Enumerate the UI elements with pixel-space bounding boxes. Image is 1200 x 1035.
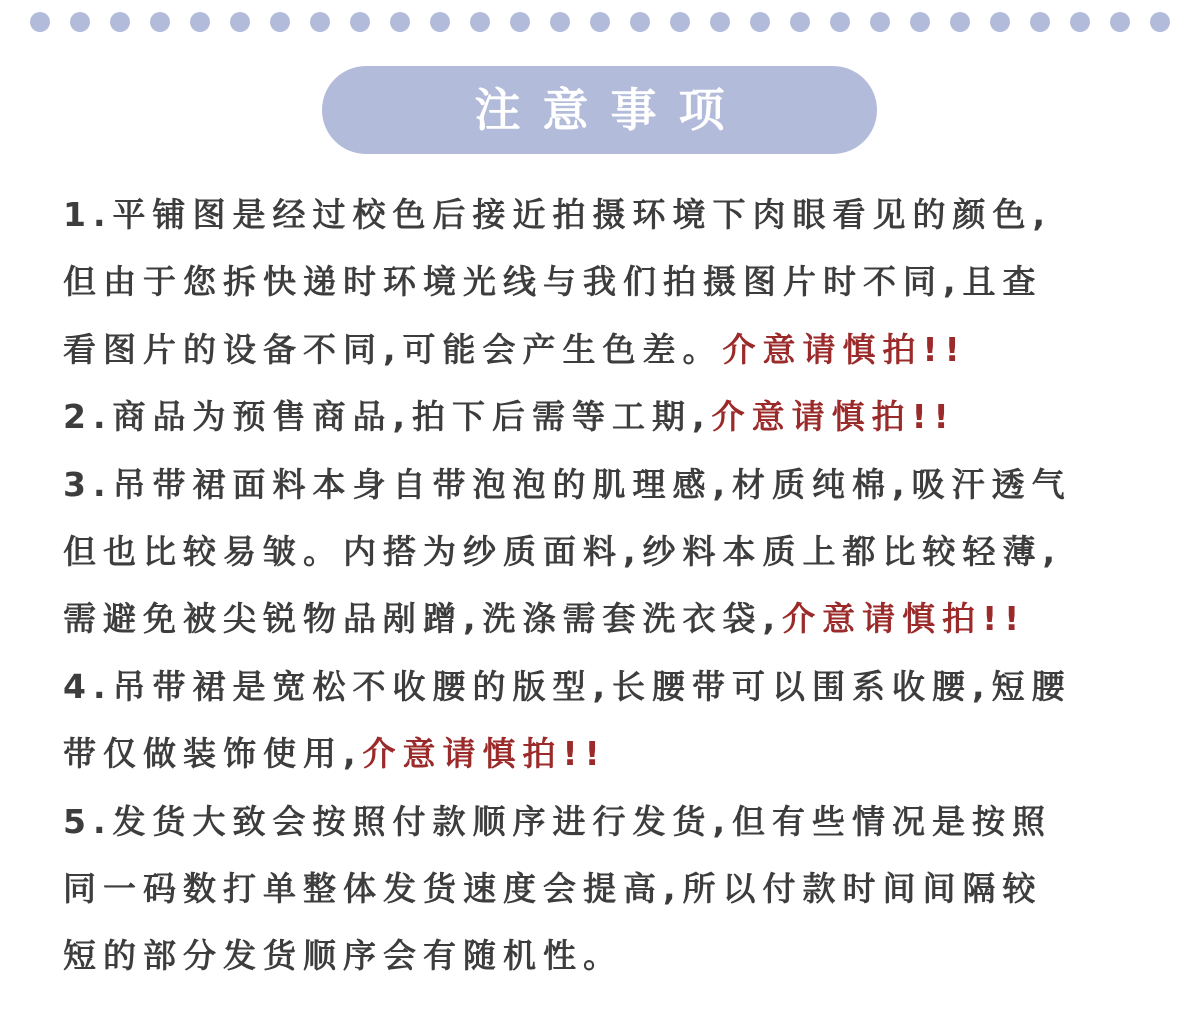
notice-text: 需避免被尖锐物品剐蹭,洗涤需套洗衣袋, [63, 599, 783, 639]
page-title: 注意事项 [474, 83, 747, 137]
decor-dot [670, 12, 690, 32]
caution-text: 介意请慎拍!! [722, 329, 967, 369]
notice-text: 4.吊带裙是宽松不收腰的版型,长腰带可以围系收腰,短腰 [63, 666, 1072, 706]
decor-dot [990, 12, 1010, 32]
decor-dot [630, 12, 650, 32]
decor-dot [270, 12, 290, 32]
notice-line [63, 789, 1052, 855]
decor-dot [390, 12, 410, 32]
notice-text: 1.平铺图是经过校色后接近拍摄环境下肉眼看见的颜色, [63, 195, 1053, 234]
decor-dot [590, 12, 610, 32]
notice-line [63, 249, 1043, 315]
notice-line [63, 586, 1026, 652]
decor-dot [1030, 12, 1050, 32]
decor-dot [150, 12, 170, 32]
notice-text: 3.吊带裙面料本身自带泡泡的肌理感,材质纯棉,吸汗透气 [63, 464, 1072, 504]
decor-dot [70, 12, 90, 32]
dot-border-row [30, 12, 1170, 32]
decor-dot [1110, 12, 1130, 32]
notice-line [63, 721, 607, 787]
notice-line [63, 384, 956, 450]
decor-dot [30, 12, 50, 32]
notice-line [63, 654, 1072, 720]
decor-dot [550, 12, 570, 32]
decor-dot [510, 12, 530, 32]
title-banner [322, 66, 877, 154]
decor-dot [1070, 12, 1090, 32]
notice-line [63, 452, 1072, 518]
notice-line [63, 182, 1052, 248]
decor-dot [910, 12, 930, 32]
caution-text: 介意请慎拍!! [711, 397, 956, 437]
decor-dot [470, 12, 490, 32]
notice-line [63, 519, 1062, 585]
notice-text: 同一码数打单整体发货速度会提高,所以付款时间间隔较 [63, 869, 1043, 908]
decor-dot [190, 12, 210, 32]
decor-dot [1150, 12, 1170, 32]
notice-text: 2.商品为预售商品,拍下后需等工期, [63, 397, 712, 437]
decor-dot [230, 12, 250, 32]
decor-dot [950, 12, 970, 32]
notice-line [63, 317, 967, 383]
decor-dot [350, 12, 370, 32]
notice-text: 短的部分发货顺序会有随机性。 [63, 936, 623, 976]
decor-dot [830, 12, 850, 32]
notice-text: 但由于您拆快递时环境光线与我们拍摄图片时不同,且查 [63, 262, 1043, 302]
decor-dot [870, 12, 890, 32]
notice-text: 5.发货大致会按照付款顺序进行发货,但有些情况是按照 [63, 801, 1053, 841]
decor-dot [430, 12, 450, 32]
notice-line [63, 923, 623, 989]
notice-text: 看图片的设备不同,可能会产生色差。 [63, 329, 723, 369]
decor-dot [790, 12, 810, 32]
decor-dot [110, 12, 130, 32]
notice-line [63, 856, 1043, 922]
decor-dot [310, 12, 330, 32]
decor-dot [750, 12, 770, 32]
decor-dot [710, 12, 730, 32]
notice-text: 带仅做装饰使用, [63, 734, 363, 774]
notice-text: 但也比较易皱。内搭为纱质面料,纱料本质上都比较轻薄, [63, 532, 1063, 571]
caution-text: 介意请慎拍!! [782, 599, 1027, 639]
caution-text: 介意请慎拍!! [362, 734, 607, 774]
